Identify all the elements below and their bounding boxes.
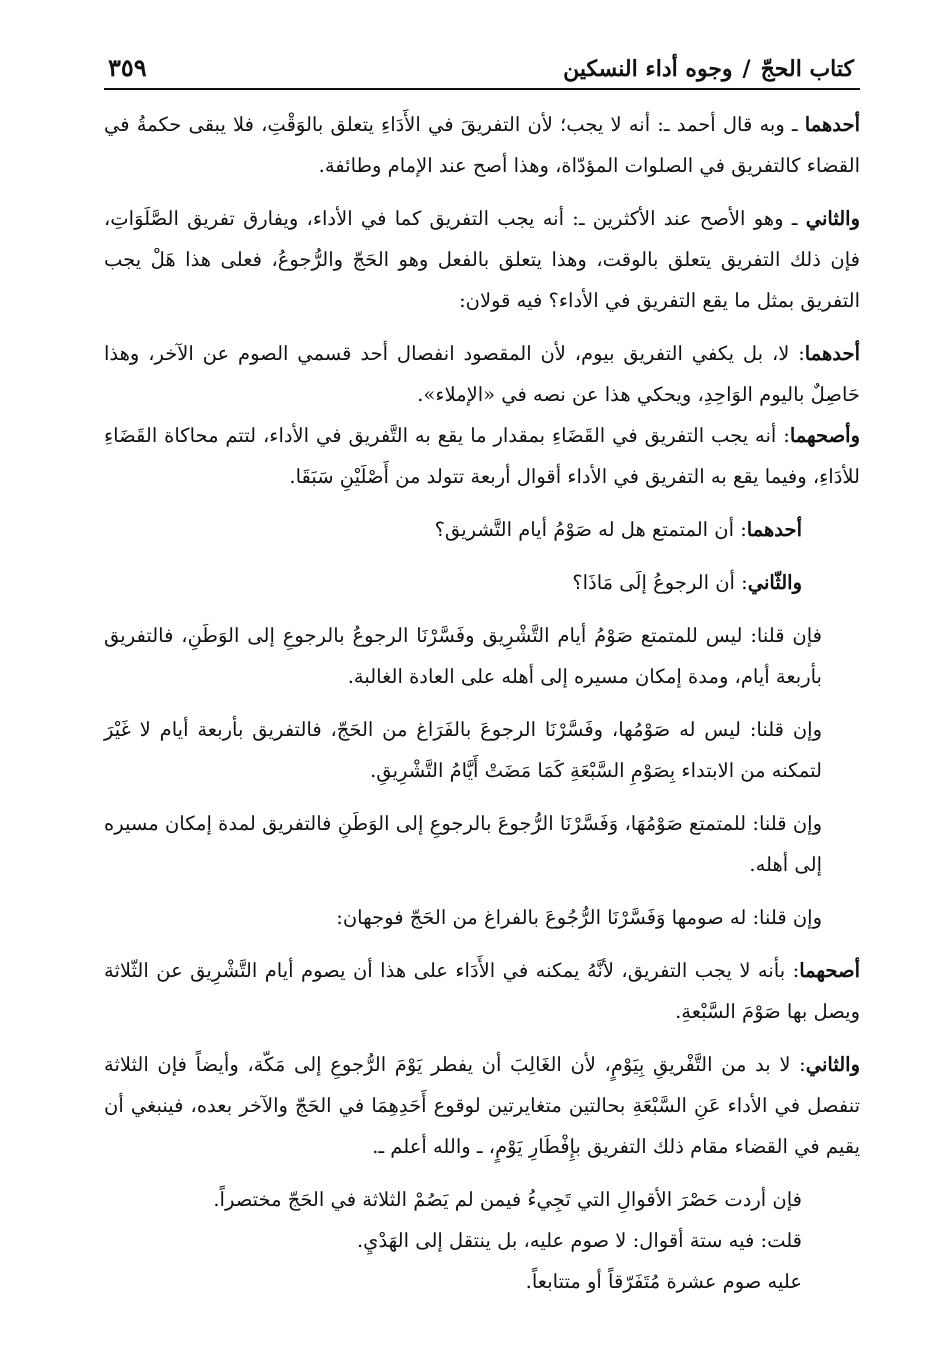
paragraph-text: ـ وبه قال أحمد ـ: أنه لا يجب؛ لأن التفريقَ في الأَدَاءِ يتعلق بالوَقْتِ، فلا يبقى حكمةُ في القضاء كالتفريق في الصلوات المؤدّاة، وهذا أصح عند الإمام وطائفة.	[104, 113, 860, 177]
page-number: ٣٥٩	[108, 53, 147, 82]
paragraph	[104, 615, 860, 697]
paragraph-lead: والثاني	[805, 1053, 860, 1076]
book-title: كتاب الحجّ	[760, 56, 854, 82]
paragraph	[104, 509, 860, 550]
paragraph-text: : لا بد من التَّفْريقِ بِيَوْمٍ، لأن الغَالِبَ أن يفطر يَوْمَ الرُّجوعِ إلى مَكّة، وأيضاً فإن الثلاثة تنفصل في الأداء عَنِ السَّبْعَةِ بحالتين متغايرتين لوقوع أَحَدِهِمَا في الحَجّ والآخر بعده، فينبغي أن يقيم في القضاء مقام ذلك التفريق بإِفْطَارِ يَوْمٍ، ـ والله أعلم ـ.	[104, 1053, 860, 1158]
paragraph	[104, 198, 860, 321]
title-separator: /	[742, 56, 751, 82]
paragraph	[104, 1044, 860, 1167]
paragraph-lead: أحدهما	[804, 113, 860, 136]
paragraph	[104, 333, 860, 415]
header-title	[563, 56, 854, 82]
paragraph	[104, 1220, 860, 1261]
paragraph-text: ـ وهو الأصح عند الأكثرين ـ: أنه يجب التفريق كما في الأداء، ويفارق تفريق الصَّلَوَاتِ، فإن ذلك التفريق يتعلق بالوقت، وهذا يتعلق بالفعل وهو الحَجّ والرُّجوعُ، فعلى هذا هَلْ يجب التفريق بمثل ما يقع التفريق في الأداء؟ فيه قولان:	[104, 207, 860, 312]
paragraph	[104, 1179, 860, 1220]
paragraph	[104, 1261, 860, 1302]
paragraph-text: وإن قلنا: للمتمتع صَوْمُهَا، وَفَسَّرْنَا الرُّجوعَ بالرجوعِ إلى الوَطَنِ فالتفريق لمدة إمكان مسيره إلى أهله.	[104, 812, 822, 876]
paragraph-text: قلت: فيه ستة أقوال: لا صوم عليه، بل ينتقل إلى الهَدْيِ.	[356, 1229, 802, 1252]
paragraph	[104, 803, 860, 885]
paragraph-text: : لا، بل يكفي التفريق بيوم، لأن المقصود انفصال أحد قسمي الصوم عن الآخر، وهذا حَاصِلٌ باليوم الوَاحِدِ، ويحكي هذا عن نصه في «الإملاء».	[104, 342, 860, 406]
paragraph-text: وإن قلنا: ليس له صَوْمُها، وفَسَّرْنَا الرجوعَ بالفَرَاغ من الحَجّ، فالتفريق بأربعة أيام لا غَيْرَ لتمكنه من الابتداء بِصَوْمِ السَّبْعَةِ كَمَا مَضَتْ أَيَّامُ التَّشْرِيقِ.	[104, 718, 822, 782]
paragraph-lead: والثّاني	[747, 571, 802, 594]
running-header	[104, 38, 860, 90]
paragraph	[104, 897, 860, 938]
paragraph-text: فإن قلنا: ليس للمتمتع صَوْمُ أيام التَّشْرِيق وفَسَّرْنَا الرجوعُ بالرجوعِ إلى الوَطَنِ، فالتفريق بأربعة أيام، ومدة إمكان مسيره إلى أهله على العادة الغالبة.	[104, 624, 822, 688]
paragraph-text: : أنه يجب التفريق في القَضَاءِ بمقدار ما يقع به التَّفريق في الأداء، لتتم محاكاة القَضَاءِ للأدَاءِ، وفيما يقع به التفريق في الأداء أقوال أربعة تتولد من أَصْلَيْنِ سَبَقَا.	[104, 424, 860, 488]
paragraph	[104, 415, 860, 497]
page-body	[104, 104, 860, 1302]
paragraph	[104, 104, 860, 186]
paragraph-text: : أن الرجوعُ إلَى مَاذَا؟	[572, 571, 748, 594]
paragraph-text: : بأنه لا يجب التفريق، لأنَّهُ يمكنه في الأَدَاء على هذا أن يصوم أيام التَّشْرِيق عن الثّلاثة ويصل بها صَوْمَ السَّبْعةِ.	[104, 959, 860, 1023]
paragraph-lead: وأصحهما	[789, 424, 860, 447]
paragraph-text: : أن المتمتع هل له صَوْمُ أيام التَّشريق؟	[434, 518, 747, 541]
paragraph	[104, 709, 860, 791]
paragraph-lead: أحدهما	[804, 342, 860, 365]
chapter-title: وجوه أداء النسكين	[563, 56, 733, 82]
paragraph-lead: أصحهما	[799, 959, 860, 982]
paragraph-lead: والثاني	[805, 207, 860, 230]
paragraph-text: وإن قلنا: له صومها وَفَسَّرْنَا الرُّجُوعَ بالفراغ من الحَجّ فوجهان:	[336, 906, 822, 929]
paragraph	[104, 562, 860, 603]
paragraph-lead: أحدهما	[746, 518, 802, 541]
paragraph-text: عليه صوم عشرة مُتَفَرّقاً أو متتابعاً.	[525, 1270, 802, 1293]
paragraph-text: فإن أردت حَصْرَ الأقوالِ التي تَجِيءُ فيمن لم يَصُمْ الثلاثة في الحَجّ مختصراً.	[213, 1188, 802, 1211]
paragraph	[104, 950, 860, 1032]
